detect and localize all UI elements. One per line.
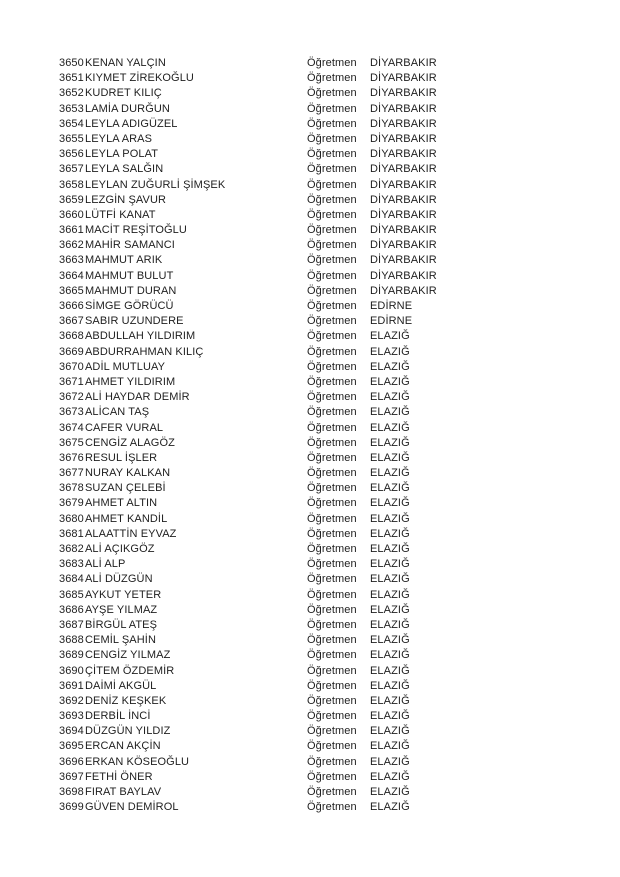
- row-title: Öğretmen: [307, 315, 357, 328]
- row-name: LAMİA DURĞUN: [85, 102, 170, 115]
- row-title: Öğretmen: [307, 497, 357, 510]
- row-city: ELAZIĞ: [370, 634, 410, 647]
- row-city: ELAZIĞ: [370, 345, 410, 358]
- row-city: DİYARBAKIR: [370, 239, 437, 252]
- row-city: DİYARBAKIR: [370, 87, 437, 100]
- row-city: DİYARBAKIR: [370, 254, 437, 267]
- row-city: DİYARBAKIR: [370, 117, 437, 130]
- row-number: 3699: [59, 801, 84, 814]
- row-name: CENGİZ YILMAZ: [85, 649, 171, 662]
- row-title: Öğretmen: [307, 208, 357, 221]
- row-number: 3650: [59, 57, 84, 69]
- row-city: ELAZIĞ: [370, 786, 410, 798]
- row-city: DİYARBAKIR: [370, 57, 437, 69]
- row-name: ALİ HAYDAR DEMİR: [85, 391, 190, 404]
- table-row: [59, 253, 599, 268]
- row-number: 3671: [59, 375, 84, 388]
- row-name: NURAY KALKAN: [85, 467, 171, 480]
- row-city: ELAZIĞ: [370, 543, 410, 555]
- table-row: [59, 512, 599, 527]
- row-name: MAHMUT ARIK: [85, 254, 163, 267]
- row-name: GÜVEN DEMİROL: [85, 801, 179, 814]
- row-number: 3687: [59, 618, 84, 631]
- row-city: ELAZIĞ: [370, 497, 410, 510]
- row-city: ELAZIĞ: [370, 664, 410, 677]
- row-city: DİYARBAKIR: [370, 208, 437, 221]
- table-row: [59, 588, 599, 603]
- row-name: LEYLAN ZUĞURLİ ŞİMŞEK: [85, 178, 226, 191]
- row-number: 3684: [59, 573, 84, 586]
- row-city: DİYARBAKIR: [370, 178, 437, 191]
- row-number: 3670: [59, 360, 84, 373]
- row-number: 3683: [59, 558, 84, 571]
- row-number: 3660: [59, 208, 84, 221]
- row-title: Öğretmen: [307, 193, 357, 206]
- table-row: [59, 466, 599, 481]
- row-number: 3691: [59, 679, 84, 692]
- table-row: [59, 724, 599, 739]
- row-city: ELAZIĞ: [370, 694, 410, 707]
- row-number: 3652: [59, 87, 84, 100]
- table-row: [59, 56, 599, 71]
- row-name: ALİ ALP: [85, 558, 126, 571]
- row-number: 3675: [59, 436, 84, 449]
- table-row: [59, 436, 599, 451]
- table-row: [59, 709, 599, 724]
- table-row: [59, 481, 599, 496]
- table-row: [59, 496, 599, 511]
- row-name: LEYLA ADIGÜZEL: [85, 117, 178, 130]
- row-city: DİYARBAKIR: [370, 269, 437, 282]
- row-city: DİYARBAKIR: [370, 163, 437, 176]
- table-row: [59, 223, 599, 238]
- table-row: [59, 421, 599, 436]
- row-title: Öğretmen: [307, 725, 357, 738]
- row-title: Öğretmen: [307, 57, 357, 69]
- row-title: Öğretmen: [307, 770, 357, 783]
- table-row: [59, 147, 599, 162]
- row-title: Öğretmen: [307, 269, 357, 282]
- row-title: Öğretmen: [307, 740, 357, 753]
- row-city: ELAZIĞ: [370, 801, 410, 814]
- row-name: ALAATTİN EYVAZ: [85, 527, 177, 540]
- table-row: [59, 117, 599, 132]
- row-city: DİYARBAKIR: [370, 224, 437, 237]
- row-name: ERKAN KÖSEOĞLU: [85, 755, 190, 768]
- row-title: Öğretmen: [307, 178, 357, 191]
- row-number: 3653: [59, 102, 84, 115]
- row-title: Öğretmen: [307, 618, 357, 631]
- row-city: ELAZIĞ: [370, 679, 410, 692]
- table-row: [59, 269, 599, 284]
- row-name: MAHİR SAMANCI: [85, 239, 175, 252]
- row-name: KUDRET KILIÇ: [85, 87, 162, 100]
- row-title: Öğretmen: [307, 588, 357, 601]
- row-title: Öğretmen: [307, 300, 357, 312]
- row-city: ELAZIĞ: [370, 618, 410, 631]
- row-name: DERBİL İNCİ: [85, 710, 151, 723]
- row-city: ELAZIĞ: [370, 391, 410, 404]
- row-number: 3692: [59, 694, 84, 707]
- table-row: [59, 345, 599, 360]
- table-row: [59, 132, 599, 147]
- table-row: [59, 178, 599, 193]
- row-city: DİYARBAKIR: [370, 148, 437, 161]
- row-number: 3655: [59, 132, 84, 145]
- table-row: [59, 284, 599, 299]
- table-row: [59, 755, 599, 770]
- table-row: [59, 557, 599, 572]
- row-city: ELAZIĞ: [370, 725, 410, 738]
- row-title: Öğretmen: [307, 284, 357, 297]
- row-title: Öğretmen: [307, 603, 357, 616]
- table-row: [59, 375, 599, 390]
- row-name: LEYLA SALĞIN: [85, 163, 164, 176]
- row-title: Öğretmen: [307, 72, 357, 85]
- row-name: ÇİTEM ÖZDEMİR: [85, 664, 175, 677]
- row-name: CEMİL ŞAHİN: [85, 634, 156, 647]
- row-number: 3685: [59, 588, 84, 601]
- table-row: [59, 785, 599, 800]
- row-number: 3664: [59, 269, 84, 282]
- table-row: [59, 299, 599, 314]
- row-city: ELAZIĞ: [370, 375, 410, 388]
- row-number: 3657: [59, 163, 84, 176]
- row-city: ELAZIĞ: [370, 573, 410, 586]
- row-number: 3698: [59, 786, 84, 798]
- row-number: 3663: [59, 254, 84, 267]
- row-title: Öğretmen: [307, 512, 357, 525]
- table-row: [59, 390, 599, 405]
- row-title: Öğretmen: [307, 543, 357, 555]
- table-row: [59, 329, 599, 344]
- row-number: 3667: [59, 315, 84, 328]
- row-number: 3654: [59, 117, 84, 130]
- row-name: FIRAT BAYLAV: [85, 786, 162, 798]
- row-number: 3678: [59, 482, 84, 495]
- row-name: AYKUT YETER: [85, 588, 162, 601]
- row-city: DİYARBAKIR: [370, 72, 437, 85]
- row-city: ELAZIĞ: [370, 436, 410, 449]
- row-title: Öğretmen: [307, 406, 357, 419]
- row-name: ALİ DÜZGÜN: [85, 573, 153, 586]
- row-title: Öğretmen: [307, 345, 357, 358]
- row-city: ELAZIĞ: [370, 740, 410, 753]
- row-name: ABDULLAH YILDIRIM: [85, 330, 196, 343]
- row-city: ELAZIĞ: [370, 527, 410, 540]
- table-row: [59, 770, 599, 785]
- table-row: [59, 193, 599, 208]
- row-title: Öğretmen: [307, 801, 357, 814]
- row-city: ELAZIĞ: [370, 558, 410, 571]
- row-number: 3694: [59, 725, 84, 738]
- row-number: 3668: [59, 330, 84, 343]
- row-number: 3679: [59, 497, 84, 510]
- table-row: [59, 71, 599, 86]
- row-city: ELAZIĞ: [370, 603, 410, 616]
- row-title: Öğretmen: [307, 224, 357, 237]
- row-number: 3658: [59, 178, 84, 191]
- row-city: DİYARBAKIR: [370, 102, 437, 115]
- row-title: Öğretmen: [307, 87, 357, 100]
- row-name: LEZGİN ŞAVUR: [85, 193, 167, 206]
- row-name: DAİMİ AKGÜL: [85, 679, 157, 692]
- row-title: Öğretmen: [307, 148, 357, 161]
- table-row: [59, 603, 599, 618]
- row-number: 3689: [59, 649, 84, 662]
- table-row: [59, 542, 599, 557]
- row-name: AYŞE YILMAZ: [85, 603, 158, 616]
- row-name: DENİZ KEŞKEK: [85, 694, 167, 707]
- row-number: 3682: [59, 543, 84, 555]
- row-city: EDİRNE: [370, 315, 413, 328]
- table-row: [59, 162, 599, 177]
- row-number: 3680: [59, 512, 84, 525]
- row-number: 3651: [59, 72, 84, 85]
- row-name: AHMET KANDİL: [85, 512, 168, 525]
- row-name: AHMET YILDIRIM: [85, 375, 176, 388]
- row-title: Öğretmen: [307, 664, 357, 677]
- row-city: ELAZIĞ: [370, 588, 410, 601]
- row-city: ELAZIĞ: [370, 360, 410, 373]
- roster-table: [59, 56, 599, 815]
- row-title: Öğretmen: [307, 634, 357, 647]
- row-name: ABDURRAHMAN KILIÇ: [85, 345, 204, 358]
- row-name: MAHMUT DURAN: [85, 284, 177, 297]
- row-city: ELAZIĞ: [370, 467, 410, 480]
- row-city: DİYARBAKIR: [370, 132, 437, 145]
- row-title: Öğretmen: [307, 679, 357, 692]
- row-name: ALİ AÇIKGÖZ: [85, 543, 155, 555]
- row-title: Öğretmen: [307, 239, 357, 252]
- row-title: Öğretmen: [307, 482, 357, 495]
- table-row: [59, 694, 599, 709]
- row-name: ADİL MUTLUAY: [85, 360, 166, 373]
- row-name: ALİCAN TAŞ: [85, 406, 150, 419]
- row-number: 3672: [59, 391, 84, 404]
- row-title: Öğretmen: [307, 755, 357, 768]
- row-city: ELAZIĞ: [370, 482, 410, 495]
- row-number: 3681: [59, 527, 84, 540]
- table-row: [59, 739, 599, 754]
- row-name: CENGİZ ALAGÖZ: [85, 436, 175, 449]
- table-row: [59, 208, 599, 223]
- row-city: ELAZIĞ: [370, 451, 410, 464]
- row-number: 3669: [59, 345, 84, 358]
- row-name: DÜZGÜN YILDIZ: [85, 725, 171, 738]
- row-city: ELAZIĞ: [370, 421, 410, 434]
- table-row: [59, 314, 599, 329]
- table-row: [59, 527, 599, 542]
- row-number: 3661: [59, 224, 84, 237]
- row-name: MAHMUT BULUT: [85, 269, 174, 282]
- row-name: LÜTFİ KANAT: [85, 208, 156, 221]
- row-title: Öğretmen: [307, 254, 357, 267]
- table-row: [59, 648, 599, 663]
- row-city: ELAZIĞ: [370, 649, 410, 662]
- row-number: 3662: [59, 239, 84, 252]
- row-number: 3677: [59, 467, 84, 480]
- row-number: 3695: [59, 740, 84, 753]
- row-number: 3673: [59, 406, 84, 419]
- table-row: [59, 86, 599, 101]
- row-title: Öğretmen: [307, 391, 357, 404]
- row-city: DİYARBAKIR: [370, 284, 437, 297]
- row-title: Öğretmen: [307, 558, 357, 571]
- row-title: Öğretmen: [307, 786, 357, 798]
- row-title: Öğretmen: [307, 163, 357, 176]
- row-city: ELAZIĞ: [370, 755, 410, 768]
- row-number: 3697: [59, 770, 84, 783]
- row-number: 3676: [59, 451, 84, 464]
- row-name: MACİT REŞİTOĞLU: [85, 224, 187, 237]
- row-name: LEYLA POLAT: [85, 148, 159, 161]
- row-title: Öğretmen: [307, 573, 357, 586]
- table-row: [59, 451, 599, 466]
- row-title: Öğretmen: [307, 102, 357, 115]
- row-name: SUZAN ÇELEBİ: [85, 482, 166, 495]
- table-row: [59, 633, 599, 648]
- row-name: AHMET ALTIN: [85, 497, 158, 510]
- table-row: [59, 238, 599, 253]
- row-name: KIYMET ZİREKOĞLU: [85, 72, 194, 85]
- row-number: 3656: [59, 148, 84, 161]
- row-number: 3666: [59, 300, 84, 312]
- table-row: [59, 405, 599, 420]
- row-name: BİRGÜL ATEŞ: [85, 618, 158, 631]
- row-title: Öğretmen: [307, 527, 357, 540]
- row-name: KENAN YALÇIN: [85, 57, 166, 69]
- row-number: 3696: [59, 755, 84, 768]
- row-number: 3674: [59, 421, 84, 434]
- row-number: 3690: [59, 664, 84, 677]
- row-city: DİYARBAKIR: [370, 193, 437, 206]
- row-title: Öğretmen: [307, 117, 357, 130]
- row-name: SİMGE GÖRÜCÜ: [85, 300, 174, 312]
- row-number: 3693: [59, 710, 84, 723]
- row-city: ELAZIĞ: [370, 512, 410, 525]
- table-row: [59, 664, 599, 679]
- row-number: 3665: [59, 284, 84, 297]
- row-title: Öğretmen: [307, 436, 357, 449]
- row-name: CAFER VURAL: [85, 421, 164, 434]
- row-title: Öğretmen: [307, 360, 357, 373]
- row-city: EDİRNE: [370, 300, 413, 312]
- table-row: [59, 360, 599, 375]
- table-row: [59, 572, 599, 587]
- row-title: Öğretmen: [307, 132, 357, 145]
- row-title: Öğretmen: [307, 694, 357, 707]
- row-name: SABIR UZUNDERE: [85, 315, 184, 328]
- row-title: Öğretmen: [307, 649, 357, 662]
- row-title: Öğretmen: [307, 330, 357, 343]
- row-city: ELAZIĞ: [370, 770, 410, 783]
- row-name: ERCAN AKÇİN: [85, 740, 161, 753]
- row-title: Öğretmen: [307, 710, 357, 723]
- row-city: ELAZIĞ: [370, 330, 410, 343]
- row-city: ELAZIĞ: [370, 710, 410, 723]
- row-number: 3686: [59, 603, 84, 616]
- row-name: RESUL İŞLER: [85, 451, 158, 464]
- row-number: 3659: [59, 193, 84, 206]
- table-row: [59, 800, 599, 815]
- row-title: Öğretmen: [307, 451, 357, 464]
- row-title: Öğretmen: [307, 375, 357, 388]
- table-row: [59, 618, 599, 633]
- row-number: 3688: [59, 634, 84, 647]
- row-title: Öğretmen: [307, 467, 357, 480]
- table-row: [59, 102, 599, 117]
- table-row: [59, 679, 599, 694]
- row-title: Öğretmen: [307, 421, 357, 434]
- row-name: FETHİ ÖNER: [85, 770, 153, 783]
- row-city: ELAZIĞ: [370, 406, 410, 419]
- row-name: LEYLA ARAS: [85, 132, 153, 145]
